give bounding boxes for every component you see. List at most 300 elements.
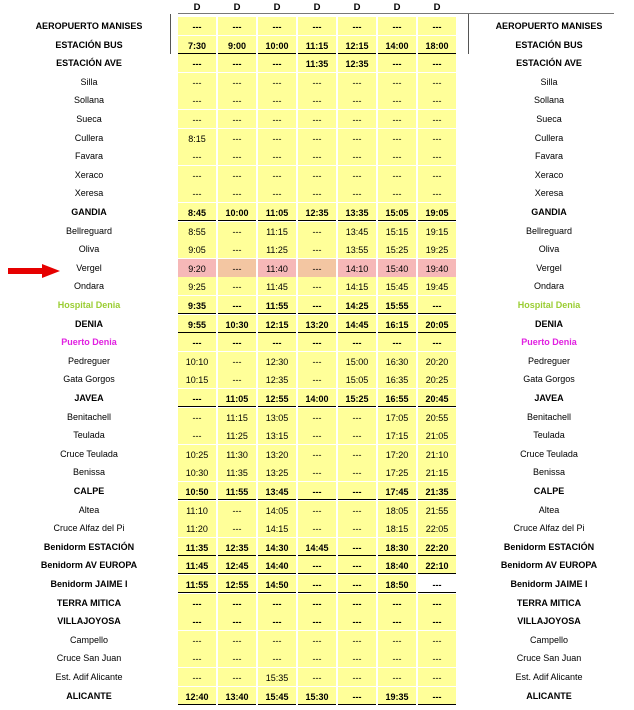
time-cell: 17:15 bbox=[378, 426, 416, 444]
time-cell: --- bbox=[338, 166, 376, 184]
time-cell: --- bbox=[338, 17, 376, 35]
time-cell: --- bbox=[178, 333, 216, 351]
time-cell: 11:25 bbox=[258, 240, 296, 258]
time-cell: --- bbox=[338, 649, 376, 667]
time-cell: --- bbox=[418, 91, 456, 109]
stop-name-left: Xeraco bbox=[74, 169, 104, 180]
time-cell: 14:00 bbox=[298, 389, 336, 407]
stop-name-left: Benidorm AV EUROPA bbox=[40, 560, 138, 571]
time-cell: 11:15 bbox=[258, 222, 296, 240]
time-cell: --- bbox=[218, 594, 256, 612]
stop-name-right: Oliva bbox=[538, 244, 560, 255]
time-cell: 11:45 bbox=[258, 277, 296, 295]
stop-name-right: Xeraco bbox=[534, 169, 564, 180]
time-cell: --- bbox=[218, 110, 256, 128]
column-header: D bbox=[433, 2, 441, 13]
time-cell: 14:00 bbox=[378, 36, 416, 54]
time-cell: 11:35 bbox=[298, 54, 336, 72]
time-cell: --- bbox=[418, 296, 456, 314]
time-cell: --- bbox=[298, 222, 336, 240]
stop-name-right: Cruce Alfaz del Pi bbox=[513, 523, 585, 534]
time-cell: 10:30 bbox=[178, 463, 216, 481]
time-cell: 9:05 bbox=[178, 240, 216, 258]
stop-name-left: ALICANTE bbox=[66, 690, 112, 701]
time-cell: 12:35 bbox=[338, 54, 376, 72]
table-row bbox=[0, 240, 634, 258]
time-cell: --- bbox=[178, 17, 216, 35]
table-row bbox=[0, 426, 634, 444]
stop-name-right: DENIA bbox=[534, 318, 563, 329]
time-cell: --- bbox=[218, 631, 256, 649]
time-cell: --- bbox=[258, 612, 296, 630]
time-cell: 12:15 bbox=[258, 315, 296, 333]
time-cell: --- bbox=[298, 463, 336, 481]
time-cell: --- bbox=[258, 333, 296, 351]
time-cell: 12:35 bbox=[258, 370, 296, 388]
time-cell: --- bbox=[258, 166, 296, 184]
time-cell: --- bbox=[418, 333, 456, 351]
time-cell: 18:50 bbox=[378, 575, 416, 593]
time-cell: --- bbox=[338, 129, 376, 147]
time-cell: 17:45 bbox=[378, 482, 416, 500]
table-row bbox=[0, 538, 634, 556]
time-cell: 8:55 bbox=[178, 222, 216, 240]
stop-name-right: VILLAJOYOSA bbox=[517, 616, 581, 627]
stop-name-right: Campello bbox=[529, 634, 569, 645]
column-header: D bbox=[353, 2, 361, 13]
time-cell: 14:45 bbox=[338, 315, 376, 333]
stop-name-left: ESTACIÓN AVE bbox=[56, 58, 122, 69]
time-cell: --- bbox=[298, 370, 336, 388]
time-cell: --- bbox=[178, 649, 216, 667]
time-cell: --- bbox=[298, 612, 336, 630]
time-cell: 11:15 bbox=[218, 408, 256, 426]
time-cell: 18:30 bbox=[378, 538, 416, 556]
time-cell: 14:15 bbox=[338, 277, 376, 295]
time-cell: 16:55 bbox=[378, 389, 416, 407]
time-cell: --- bbox=[418, 687, 456, 705]
time-cell: --- bbox=[378, 166, 416, 184]
time-cell: --- bbox=[338, 408, 376, 426]
time-cell: --- bbox=[378, 184, 416, 202]
time-cell: --- bbox=[338, 333, 376, 351]
time-cell: --- bbox=[378, 333, 416, 351]
stop-name-left: Sueca bbox=[76, 114, 102, 124]
time-cell: --- bbox=[378, 129, 416, 147]
time-cell: --- bbox=[338, 594, 376, 612]
time-cell: --- bbox=[218, 73, 256, 91]
time-cell: 11:35 bbox=[218, 463, 256, 481]
time-cell: --- bbox=[418, 110, 456, 128]
time-cell: --- bbox=[298, 501, 336, 519]
stop-name-left: Sollana bbox=[73, 95, 105, 106]
time-cell: --- bbox=[258, 184, 296, 202]
stop-name-right: Hospital Denia bbox=[517, 300, 581, 310]
time-cell: 22:10 bbox=[418, 556, 456, 574]
time-cell: --- bbox=[298, 519, 336, 537]
time-cell: --- bbox=[178, 612, 216, 630]
stop-name-right: Benidorm JAIME I bbox=[510, 579, 588, 589]
time-cell: 12:15 bbox=[338, 36, 376, 54]
time-cell: --- bbox=[258, 129, 296, 147]
stop-name-right: Silla bbox=[540, 76, 558, 87]
stop-name-right: Benitachell bbox=[526, 411, 572, 422]
time-cell: --- bbox=[338, 612, 376, 630]
stop-name-right: ALICANTE bbox=[526, 690, 572, 701]
time-cell: --- bbox=[178, 147, 216, 165]
time-cell: 15:05 bbox=[338, 370, 376, 388]
stop-name-left: Vergel bbox=[76, 262, 102, 273]
time-cell: 11:35 bbox=[178, 538, 216, 556]
time-cell: 10:00 bbox=[218, 203, 256, 221]
time-cell: --- bbox=[378, 147, 416, 165]
time-cell: 16:35 bbox=[378, 370, 416, 388]
time-cell: 13:35 bbox=[338, 203, 376, 221]
time-cell: 21:35 bbox=[418, 482, 456, 500]
time-cell: 14:05 bbox=[258, 501, 296, 519]
time-cell: --- bbox=[298, 352, 336, 370]
stop-name-left: Benissa bbox=[72, 467, 106, 478]
stop-name-left: Benitachell bbox=[66, 411, 112, 422]
column-header: D bbox=[273, 2, 281, 13]
time-cell: --- bbox=[378, 668, 416, 686]
table-row bbox=[0, 17, 634, 35]
stop-name-right: Ondara bbox=[533, 281, 565, 292]
table-row bbox=[0, 147, 634, 165]
time-cell: 15:25 bbox=[378, 240, 416, 258]
time-cell: --- bbox=[218, 91, 256, 109]
table-row bbox=[0, 73, 634, 91]
time-cell: --- bbox=[218, 54, 256, 72]
time-cell: --- bbox=[338, 519, 376, 537]
time-cell: 15:45 bbox=[378, 277, 416, 295]
time-cell: 13:15 bbox=[258, 426, 296, 444]
stop-name-left: DENIA bbox=[74, 318, 103, 329]
stop-name-left: ESTACIÓN BUS bbox=[55, 39, 123, 50]
time-cell: 13:45 bbox=[258, 482, 296, 500]
time-cell: --- bbox=[258, 594, 296, 612]
time-cell: 13:45 bbox=[338, 222, 376, 240]
time-cell: 15:15 bbox=[378, 222, 416, 240]
time-cell: 10:15 bbox=[178, 370, 216, 388]
time-cell: --- bbox=[378, 73, 416, 91]
stop-name-left: Silla bbox=[80, 76, 98, 87]
stop-name-right: Altea bbox=[538, 504, 560, 515]
table-row bbox=[0, 594, 634, 612]
stop-name-right: Est. Adif Alicante bbox=[515, 672, 583, 682]
time-cell: 18:15 bbox=[378, 519, 416, 537]
time-cell: --- bbox=[338, 73, 376, 91]
time-cell: --- bbox=[218, 277, 256, 295]
time-cell: --- bbox=[258, 631, 296, 649]
time-cell: 11:05 bbox=[258, 203, 296, 221]
time-cell: --- bbox=[298, 594, 336, 612]
time-cell: --- bbox=[218, 17, 256, 35]
time-cell: 12:35 bbox=[218, 538, 256, 556]
time-cell: 9:20 bbox=[178, 259, 216, 277]
time-cell: --- bbox=[298, 277, 336, 295]
stop-name-left: Gata Gorgos bbox=[63, 374, 115, 385]
time-cell: --- bbox=[298, 445, 336, 463]
time-cell: 7:30 bbox=[178, 36, 216, 54]
time-cell: 11:05 bbox=[218, 389, 256, 407]
time-cell: 19:40 bbox=[418, 259, 456, 277]
table-row bbox=[0, 110, 634, 128]
time-cell: --- bbox=[258, 54, 296, 72]
stop-name-left: Pedreguer bbox=[67, 355, 111, 366]
time-cell: 10:00 bbox=[258, 36, 296, 54]
time-cell: --- bbox=[218, 352, 256, 370]
time-cell: 13:55 bbox=[338, 240, 376, 258]
time-cell: 13:05 bbox=[258, 408, 296, 426]
time-cell: --- bbox=[218, 333, 256, 351]
time-cell: 13:25 bbox=[258, 463, 296, 481]
time-cell: --- bbox=[298, 166, 336, 184]
stop-name-right: AEROPUERTO MANISES bbox=[495, 21, 603, 31]
time-cell: --- bbox=[418, 631, 456, 649]
time-cell: 18:00 bbox=[418, 36, 456, 54]
stop-name-right: JAVEA bbox=[534, 393, 564, 403]
stop-name-right: Vergel bbox=[536, 262, 562, 273]
time-cell: --- bbox=[338, 426, 376, 444]
time-cell: --- bbox=[378, 631, 416, 649]
table-row bbox=[0, 36, 634, 54]
time-cell: --- bbox=[218, 129, 256, 147]
time-cell: --- bbox=[258, 649, 296, 667]
time-cell: --- bbox=[258, 17, 296, 35]
time-cell: --- bbox=[178, 110, 216, 128]
time-cell: --- bbox=[378, 91, 416, 109]
time-cell: 8:15 bbox=[178, 129, 216, 147]
time-cell: --- bbox=[418, 129, 456, 147]
time-cell: --- bbox=[178, 73, 216, 91]
time-cell: 16:15 bbox=[378, 315, 416, 333]
stop-name-left: VILLAJOYOSA bbox=[57, 616, 121, 627]
time-cell: --- bbox=[258, 147, 296, 165]
table-row bbox=[0, 575, 634, 593]
stop-name-right: TERRA MITICA bbox=[516, 597, 582, 608]
time-cell: 11:25 bbox=[218, 426, 256, 444]
time-cell: --- bbox=[298, 296, 336, 314]
time-cell: --- bbox=[338, 556, 376, 574]
time-cell: 11:30 bbox=[218, 445, 256, 463]
time-cell: 15:05 bbox=[378, 203, 416, 221]
time-cell: 12:40 bbox=[178, 687, 216, 705]
time-cell: 10:10 bbox=[178, 352, 216, 370]
time-cell: 19:05 bbox=[418, 203, 456, 221]
time-cell: --- bbox=[218, 222, 256, 240]
stop-name-left: Ondara bbox=[73, 281, 105, 292]
time-cell: --- bbox=[178, 408, 216, 426]
column-header: D bbox=[233, 2, 241, 13]
time-cell: 13:20 bbox=[298, 315, 336, 333]
time-cell: --- bbox=[258, 110, 296, 128]
stop-name-right: Bellreguard bbox=[525, 225, 573, 236]
stop-name-left: Cruce San Juan bbox=[56, 653, 122, 664]
time-cell: --- bbox=[218, 296, 256, 314]
time-cell: --- bbox=[178, 631, 216, 649]
stop-name-right: Gata Gorgos bbox=[523, 374, 575, 385]
table-row bbox=[0, 370, 634, 388]
stop-name-right: Benidorm ESTACIÓN bbox=[503, 541, 595, 552]
table-row bbox=[0, 408, 634, 426]
time-cell: --- bbox=[298, 91, 336, 109]
header-rule bbox=[178, 13, 614, 14]
time-cell: --- bbox=[178, 594, 216, 612]
table-row bbox=[0, 222, 634, 240]
stop-name-left: Cruce Alfaz del Pi bbox=[53, 523, 125, 534]
time-cell: 18:05 bbox=[378, 501, 416, 519]
time-cell: --- bbox=[218, 668, 256, 686]
time-cell: --- bbox=[298, 184, 336, 202]
time-cell: --- bbox=[178, 389, 216, 407]
time-cell: 20:05 bbox=[418, 315, 456, 333]
time-cell: --- bbox=[218, 147, 256, 165]
stop-name-left: Est. Adif Alicante bbox=[55, 672, 123, 682]
time-cell: 21:10 bbox=[418, 445, 456, 463]
time-cell: --- bbox=[338, 184, 376, 202]
time-cell: --- bbox=[298, 408, 336, 426]
time-cell: --- bbox=[298, 17, 336, 35]
time-cell: 12:45 bbox=[218, 556, 256, 574]
time-cell: --- bbox=[378, 649, 416, 667]
time-cell: 11:10 bbox=[178, 501, 216, 519]
time-cell: --- bbox=[378, 110, 416, 128]
time-cell: --- bbox=[298, 482, 336, 500]
time-cell: --- bbox=[338, 110, 376, 128]
time-cell: 9:55 bbox=[178, 315, 216, 333]
time-cell: --- bbox=[338, 668, 376, 686]
table-row bbox=[0, 315, 634, 333]
stop-name-right: Cruce Teulada bbox=[520, 448, 578, 459]
stop-name-left: Xeresa bbox=[74, 188, 104, 199]
time-cell: --- bbox=[378, 594, 416, 612]
table-row bbox=[0, 482, 634, 500]
time-cell: --- bbox=[218, 519, 256, 537]
time-cell: --- bbox=[178, 91, 216, 109]
stop-name-right: Cruce San Juan bbox=[516, 653, 582, 664]
time-cell: --- bbox=[178, 54, 216, 72]
time-cell: --- bbox=[178, 184, 216, 202]
time-cell: --- bbox=[418, 147, 456, 165]
time-cell: 14:45 bbox=[298, 538, 336, 556]
time-cell: --- bbox=[298, 556, 336, 574]
table-row bbox=[0, 259, 634, 277]
stop-name-left: Oliva bbox=[78, 244, 100, 255]
table-row bbox=[0, 668, 634, 686]
time-cell: --- bbox=[378, 612, 416, 630]
stop-name-right: Favara bbox=[534, 151, 563, 162]
time-cell: 20:45 bbox=[418, 389, 456, 407]
time-cell: 15:55 bbox=[378, 296, 416, 314]
stop-name-left: Altea bbox=[78, 504, 100, 515]
time-cell: 9:35 bbox=[178, 296, 216, 314]
time-cell: 15:45 bbox=[258, 687, 296, 705]
time-cell: 13:40 bbox=[218, 687, 256, 705]
time-cell: --- bbox=[418, 594, 456, 612]
time-cell: --- bbox=[298, 240, 336, 258]
stop-name-right: Teulada bbox=[533, 430, 565, 441]
time-cell: 17:05 bbox=[378, 408, 416, 426]
time-cell: 9:00 bbox=[218, 36, 256, 54]
time-cell: 11:55 bbox=[258, 296, 296, 314]
time-cell: 15:25 bbox=[338, 389, 376, 407]
time-cell: --- bbox=[418, 612, 456, 630]
time-cell: --- bbox=[378, 17, 416, 35]
time-cell: --- bbox=[338, 91, 376, 109]
time-cell: --- bbox=[418, 73, 456, 91]
time-cell: 15:40 bbox=[378, 259, 416, 277]
stop-name-left: Puerto Denia bbox=[61, 337, 117, 348]
time-cell: --- bbox=[418, 575, 456, 593]
time-cell: 19:45 bbox=[418, 277, 456, 295]
time-cell: --- bbox=[178, 426, 216, 444]
table-row bbox=[0, 445, 634, 463]
table-row bbox=[0, 352, 634, 370]
time-cell: --- bbox=[258, 91, 296, 109]
time-cell: --- bbox=[418, 166, 456, 184]
stop-name-left: Hospital Denia bbox=[57, 300, 121, 310]
time-cell: 17:20 bbox=[378, 445, 416, 463]
stop-name-left: Cullera bbox=[74, 132, 104, 143]
time-cell: --- bbox=[218, 184, 256, 202]
time-cell: --- bbox=[298, 333, 336, 351]
column-header: D bbox=[313, 2, 321, 13]
time-cell: 10:25 bbox=[178, 445, 216, 463]
time-cell: --- bbox=[298, 668, 336, 686]
stop-name-left: Benidorm JAIME I bbox=[50, 579, 128, 589]
table-row bbox=[0, 463, 634, 481]
time-cell: --- bbox=[418, 54, 456, 72]
time-cell: --- bbox=[378, 54, 416, 72]
stop-name-right: Sueca bbox=[536, 114, 562, 124]
stop-name-left: JAVEA bbox=[74, 393, 104, 403]
time-cell: 19:15 bbox=[418, 222, 456, 240]
table-row bbox=[0, 649, 634, 667]
time-cell: --- bbox=[418, 668, 456, 686]
time-cell: --- bbox=[338, 463, 376, 481]
table-row bbox=[0, 203, 634, 221]
time-cell: 20:25 bbox=[418, 370, 456, 388]
table-row bbox=[0, 556, 634, 574]
time-cell: 22:20 bbox=[418, 538, 456, 556]
time-cell: --- bbox=[418, 184, 456, 202]
table-row bbox=[0, 333, 634, 351]
time-cell: --- bbox=[298, 259, 336, 277]
stop-name-right: GANDIA bbox=[531, 207, 567, 217]
time-cell: 15:30 bbox=[298, 687, 336, 705]
table-row bbox=[0, 687, 634, 705]
stop-name-right: Benissa bbox=[532, 467, 566, 478]
time-cell: 12:55 bbox=[258, 389, 296, 407]
stop-name-left: Campello bbox=[69, 634, 109, 645]
stop-name-left: AEROPUERTO MANISES bbox=[35, 21, 143, 31]
time-cell: 13:20 bbox=[258, 445, 296, 463]
time-cell: 11:55 bbox=[178, 575, 216, 593]
time-cell: --- bbox=[258, 73, 296, 91]
stop-name-right: Pedreguer bbox=[527, 355, 571, 366]
column-header: D bbox=[193, 2, 201, 13]
stop-name-left: GANDIA bbox=[71, 207, 107, 217]
table-row bbox=[0, 277, 634, 295]
table-row bbox=[0, 631, 634, 649]
time-cell: --- bbox=[218, 649, 256, 667]
table-row bbox=[0, 389, 634, 407]
column-header: D bbox=[393, 2, 401, 13]
time-cell: 10:30 bbox=[218, 315, 256, 333]
time-cell: --- bbox=[418, 17, 456, 35]
time-cell: --- bbox=[298, 649, 336, 667]
